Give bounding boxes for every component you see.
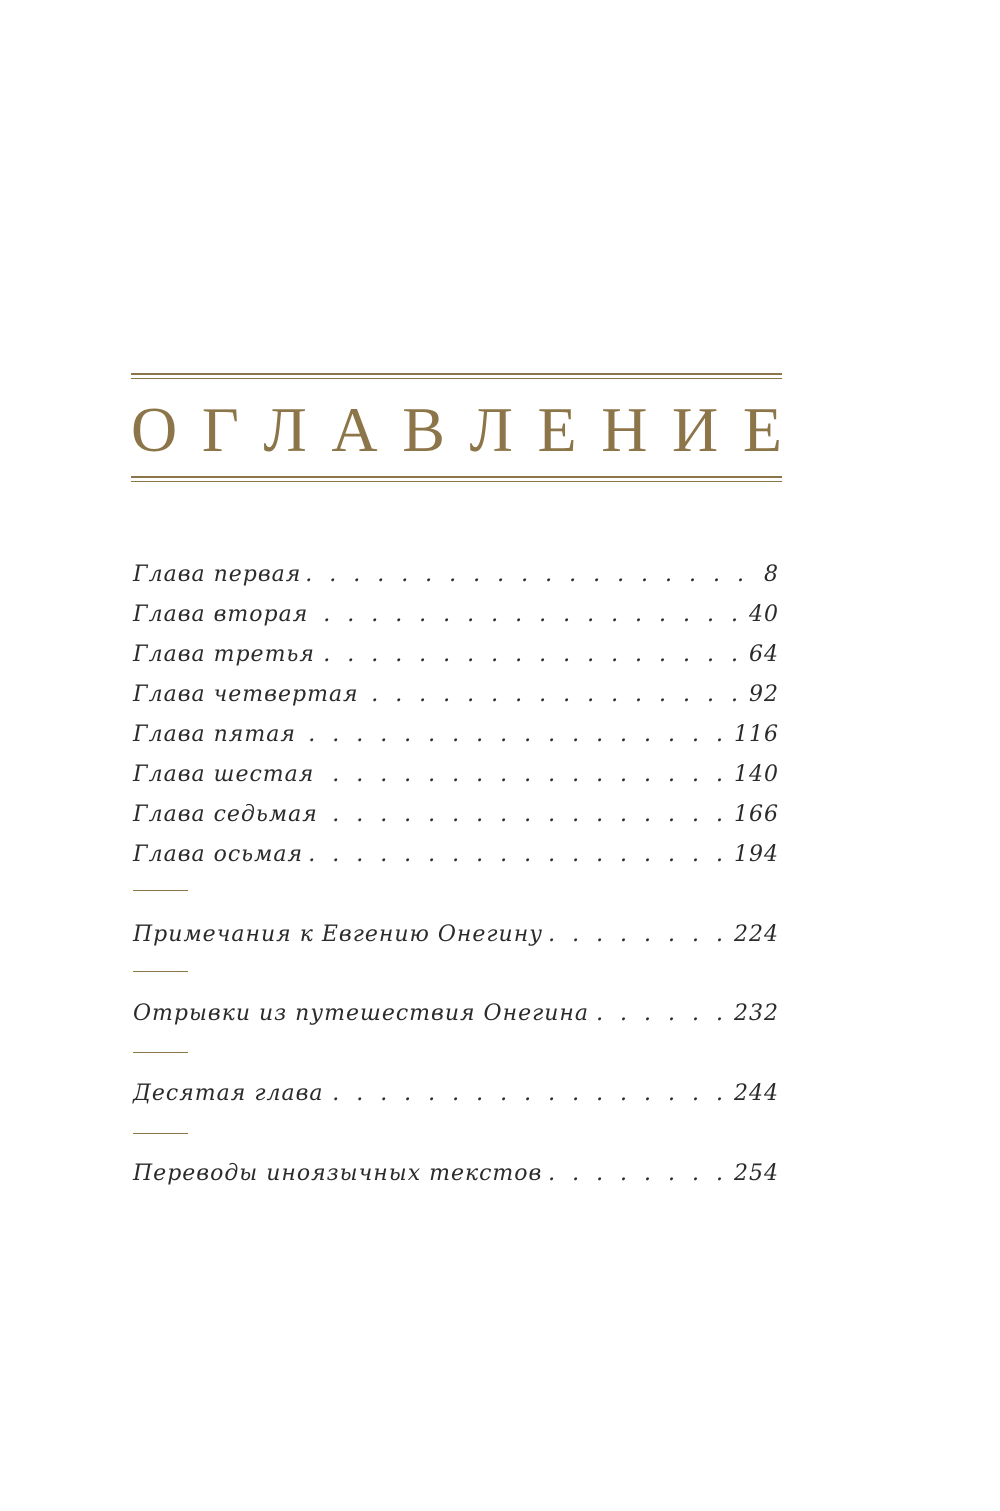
toc-page-number: 8 [764, 562, 779, 587]
toc-entry-translations[interactable] [133, 1157, 779, 1191]
toc-entry-label: Отрывки из путешествия Онегина [133, 1001, 589, 1026]
toc-page-number: 40 [749, 602, 779, 627]
toc-entry-label: Глава седьмая [133, 802, 318, 827]
page-title [131, 395, 782, 465]
dot-leader [320, 758, 728, 792]
title-letter: Г [201, 394, 239, 465]
section-divider [133, 890, 188, 891]
title-letter: Л [469, 394, 513, 465]
dot-leader [314, 598, 743, 632]
title-letter: Е [537, 394, 577, 465]
toc-entry-chapter-8[interactable] [133, 838, 779, 872]
toc-entry-label: Примечания к Евгению Онегину [133, 922, 543, 947]
dot-leader [548, 1157, 728, 1191]
section-divider [133, 1133, 188, 1134]
toc-page-number: 194 [734, 842, 779, 867]
toc-page-number: 140 [734, 762, 779, 787]
title-letter: Н [601, 394, 648, 465]
toc-entry-label: Переводы иноязычных текстов [133, 1161, 543, 1186]
bottom-double-rule [131, 476, 782, 482]
toc-entry-label: Десятая глава [133, 1081, 324, 1106]
toc-entry-label: Глава третья [133, 642, 315, 667]
toc-entry-chapter-7[interactable] [133, 798, 779, 832]
title-letter: И [672, 394, 719, 465]
toc-entry-excerpts[interactable] [133, 997, 779, 1031]
toc-entry-label: Глава первая [133, 562, 302, 587]
toc-entry-tenth-chapter[interactable] [133, 1077, 779, 1111]
toc-entry-chapter-1[interactable] [133, 558, 779, 592]
toc-page-number: 166 [734, 802, 779, 827]
top-double-rule [131, 373, 782, 379]
dot-leader [309, 838, 728, 872]
toc-entry-label: Глава вторая [133, 602, 309, 627]
title-letter: Е [742, 394, 782, 465]
section-divider [133, 1052, 188, 1053]
dot-leader [324, 798, 728, 832]
toc-page-number: 244 [734, 1081, 779, 1106]
dot-leader [330, 1077, 729, 1111]
toc-page-number: 254 [734, 1161, 779, 1186]
dot-leader [595, 997, 728, 1031]
toc-entry-label: Глава шестая [133, 762, 315, 787]
title-letter: А [331, 394, 378, 465]
toc-page-number: 92 [749, 682, 779, 707]
toc-entry-chapter-2[interactable] [133, 598, 779, 632]
toc-entry-label: Глава осьмая [133, 842, 304, 867]
toc-entry-chapter-6[interactable] [133, 758, 779, 792]
toc-entry-chapter-5[interactable] [133, 718, 779, 752]
dot-leader [307, 558, 749, 592]
toc-page-number: 232 [734, 1001, 779, 1026]
title-letter: Л [263, 394, 307, 465]
toc-entry-chapter-4[interactable] [133, 678, 779, 712]
toc-entry-label: Глава пятая [133, 722, 296, 747]
title-letter: О [131, 394, 178, 465]
toc-entry-notes[interactable] [133, 918, 779, 952]
section-divider [133, 971, 188, 972]
dot-leader [321, 638, 743, 672]
toc-entry-label: Глава четвертая [133, 682, 359, 707]
toc-entry-chapter-3[interactable] [133, 638, 779, 672]
toc-page-number: 224 [734, 922, 779, 947]
title-letter: В [402, 394, 445, 465]
dot-leader [365, 678, 743, 712]
dot-leader [549, 918, 728, 952]
toc-page-number: 116 [734, 722, 779, 747]
dot-leader [302, 718, 728, 752]
toc-page-number: 64 [749, 642, 779, 667]
